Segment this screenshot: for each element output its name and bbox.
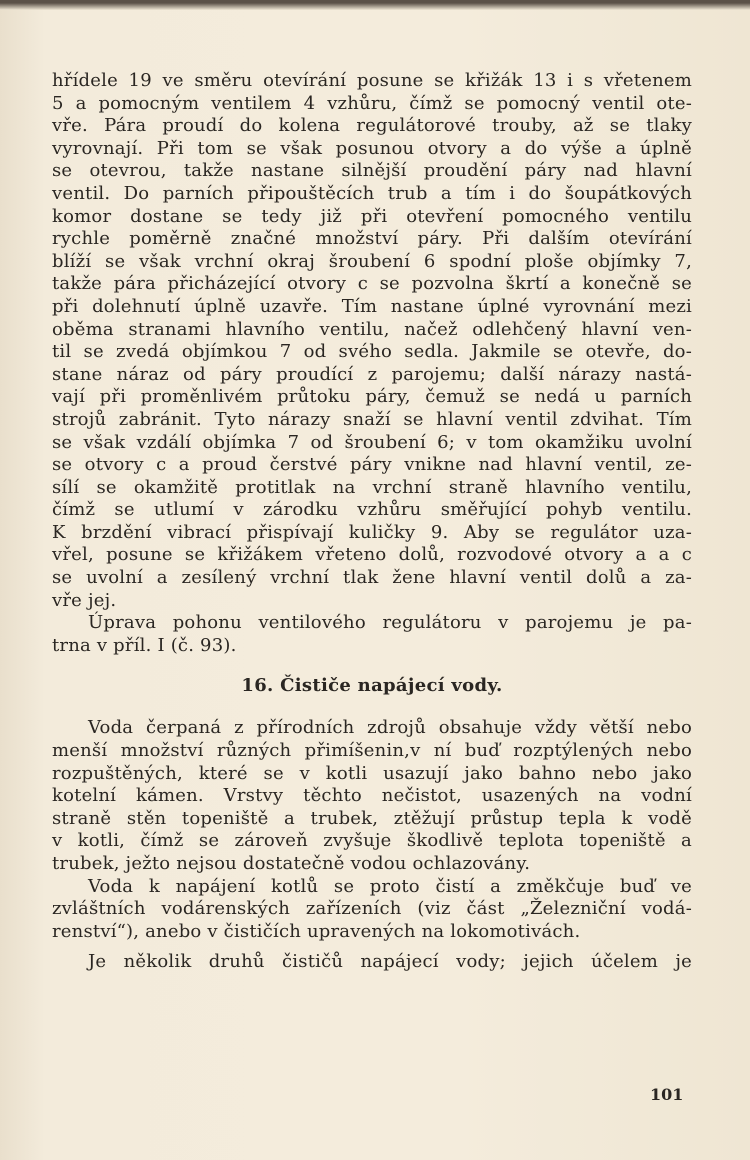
text-line: rychle poměrně značné množství páry. Při dalším otevírání <box>52 228 692 250</box>
text-line: se otvory c a proud čerstvé páry vnikne nad hlavní ventil, ze- <box>52 454 692 476</box>
text-line: Voda čerpaná z přírodních zdrojů obsahuje vždy větší nebo <box>88 717 692 739</box>
text-line: se otevrou, takže nastane silnější proudění páry nad hlavní <box>52 160 692 182</box>
text-line: ventil. Do parních připouštěcích trub a tím i do šoupátkových <box>52 182 692 204</box>
page-text <box>52 70 692 974</box>
text-line: při dolehnutí úplně uzavře. Tím nastane úplné vyrovnání mezi <box>52 295 692 317</box>
text-line: oběma stranami hlavního ventilu, načež odlehčený hlavní ven- <box>52 318 692 340</box>
paragraph-4 <box>52 876 692 944</box>
text-line: K brzdění vibrací přispívají kuličky 9. Aby se regulátor uza- <box>52 521 692 543</box>
text-line: blíží se však vrchní okraj šroubení 6 spodní ploše objímky 7, <box>52 250 692 272</box>
paragraph-2 <box>52 612 692 657</box>
text-line: kotelní kámen. Vrstvy těchto nečistot, usazených na vodní <box>52 785 692 807</box>
paragraph-3 <box>52 717 692 875</box>
text-line: trna v příl. I (č. 93). <box>52 634 237 656</box>
paragraph-1 <box>52 70 692 612</box>
section-heading: 16. Čističe napájecí vody. <box>241 675 503 697</box>
text-line: vyrovnají. Při tom se však posunou otvory a do výše a úplně <box>52 137 692 159</box>
text-line: renství“), anebo v čističích upravených na lokomotivách. <box>52 920 581 942</box>
text-line: til se zvedá objímkou 7 od svého sedla. Jakmile se otevře, do- <box>52 341 692 363</box>
text-line: trubek, ježto nejsou dostatečně vodou ochlazovány. <box>52 853 531 874</box>
text-line: rozpuštěných, které se v kotli usazují jako bahno nebo jako <box>52 762 692 784</box>
text-line: vají při proměnlivém průtoku páry, čemuž se nedá u parních <box>52 386 692 408</box>
paragraph-5 <box>52 951 692 974</box>
text-line: strojů zabránit. Tyto nárazy snaží se hlavní ventil zdvihat. Tím <box>52 408 692 430</box>
text-line: straně stěn topeniště a trubek, ztěžují průstup tepla k vodě <box>52 807 692 829</box>
text-line: takže pára přicházející otvory c se pozvolna škrtí a konečně se <box>52 273 692 295</box>
text-line: zvláštních vodárenských zařízeních (viz část „Železniční vodá- <box>52 898 692 920</box>
text-line: stane náraz od páry proudící z parojemu; další nárazy nastá- <box>52 363 692 385</box>
text-line: v kotli, čímž se zároveň zvyšuje škodlivě teplota topeniště a <box>52 830 692 852</box>
text-line: vře. Pára proudí do kolena regulátorové trouby, až se tlaky <box>52 115 692 137</box>
text-line: Voda k napájení kotlů se proto čistí a změkčuje buď ve <box>88 875 692 897</box>
page-number: 101 <box>650 1085 684 1104</box>
text-line: menší množství různých přimíšenin,v ní buď rozptýlených nebo <box>52 740 692 762</box>
page-top-edge-shadow <box>0 0 750 10</box>
text-line: sílí se okamžitě protitlak na vrchní straně hlavního ventilu, <box>52 476 692 498</box>
text-line: se uvolní a zesílený vrchní tlak žene hlavní ventil dolů a za- <box>52 567 692 589</box>
text-line: čímž se utlumí v zárodku vzhůru směřující pohyb ventilu. <box>52 499 692 521</box>
text-line: vře jej. <box>52 589 117 611</box>
text-line: komor dostane se tedy již při otevření pomocného ventilu <box>52 205 692 227</box>
text-line: 5 a pomocným ventilem 4 vzhůru, čímž se pomocný ventil ote- <box>52 92 692 114</box>
text-line: hřídele 19 ve směru otevírání posune se křižák 13 i s vřetenem <box>52 70 692 91</box>
text-line: vřel, posune se křižákem vřeteno dolů, rozvodové otvory a a c <box>52 544 692 566</box>
text-line: se však vzdálí objímka 7 od šroubení 6; v tom okamžiku uvolní <box>52 431 692 453</box>
text-line: Úprava pohonu ventilového regulátoru v parojemu je pa- <box>88 612 692 634</box>
text-line: Je několik druhů čističů napájecí vody; jejich účelem je <box>88 951 692 973</box>
